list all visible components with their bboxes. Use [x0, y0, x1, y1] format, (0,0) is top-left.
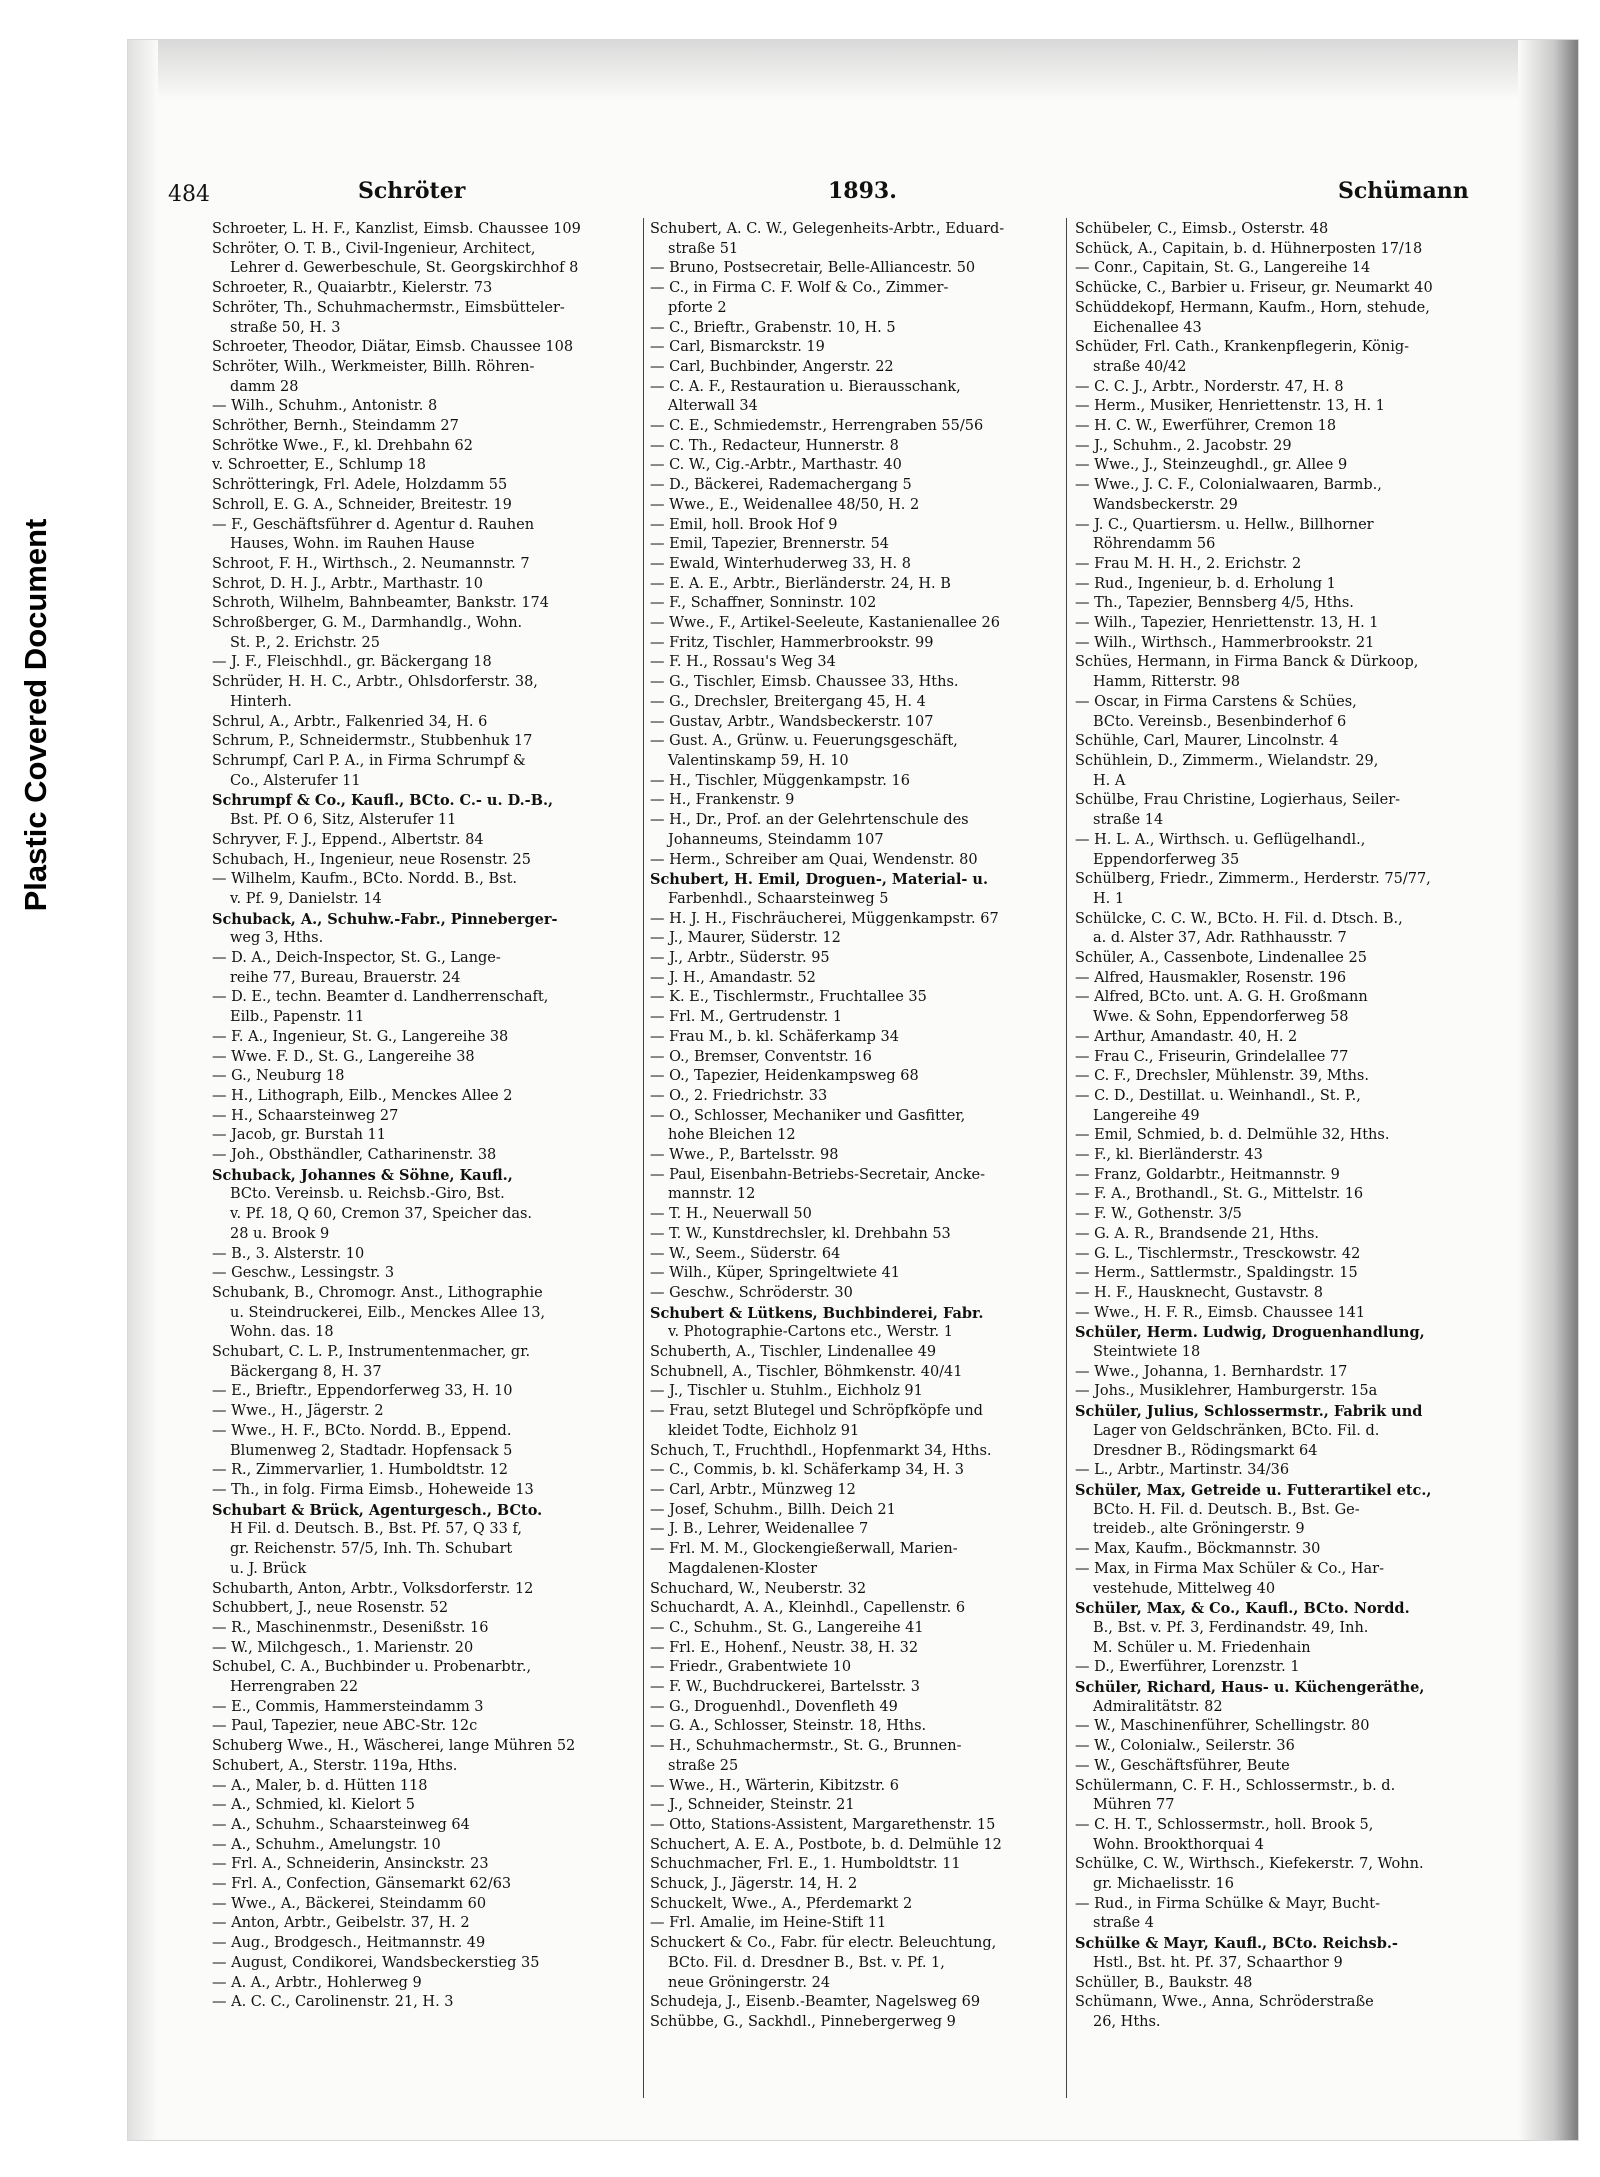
- directory-entry-line: v. Photographie-Cartons etc., Werstr. 1: [668, 1324, 953, 1341]
- directory-entry-line: — J., Tischler u. Stuhlm., Eichholz 91: [650, 1383, 923, 1400]
- directory-entry-line: — Gust. A., Grünw. u. Feuerungsgeschäft,: [650, 733, 958, 750]
- directory-entry-line: u. J. Brück: [230, 1560, 307, 1577]
- directory-column-2: [650, 220, 1082, 2033]
- directory-entry-line: Wwe. & Sohn, Eppendorferweg 58: [1093, 1009, 1349, 1026]
- directory-entry-line: treideb., alte Gröningerstr. 9: [1093, 1521, 1305, 1538]
- directory-entry-line: — H. F., Hausknecht, Gustavstr. 8: [1075, 1284, 1323, 1301]
- directory-entry-line: — Jacob, gr. Burstah 11: [212, 1127, 386, 1144]
- directory-entry-line: Lager von Geldschränken, BCto. Fil. d.: [1093, 1422, 1380, 1439]
- directory-entry-line: — H., Dr., Prof. an der Gelehrtenschule des: [650, 812, 969, 829]
- directory-entry-line: Schubert, H. Emil, Droguen-, Material- u.: [650, 871, 989, 889]
- directory-entry-line: Schrumpf & Co., Kaufl., BCto. C.- u. D.-B.,: [212, 792, 554, 810]
- directory-entry-line: — K. E., Tischlermstr., Fruchtallee 35: [650, 989, 927, 1006]
- directory-entry-line: Schuckert & Co., Fabr. für electr. Beleuchtung,: [650, 1935, 997, 1952]
- directory-entry-line: Schuchard, W., Neuberstr. 32: [650, 1580, 867, 1597]
- directory-entry-line: Schrum, P., Schneidermstr., Stubbenhuk 17: [212, 733, 533, 750]
- directory-entry-line: — Wwe., H., Jägerstr. 2: [212, 1403, 384, 1420]
- directory-entry-line: Hstl., Bst. ht. Pf. 37, Schaarthor 9: [1093, 1954, 1343, 1971]
- directory-entry-line: — Wwe., H., Wärterin, Kibitzstr. 6: [650, 1777, 899, 1794]
- directory-entry-line: — Frau C., Friseurin, Grindelallee 77: [1075, 1048, 1349, 1065]
- directory-entry-line: straße 4: [1093, 1915, 1154, 1932]
- directory-entry-line: H Fil. d. Deutsch. B., Bst. Pf. 57, Q 33 f,: [230, 1521, 522, 1538]
- directory-entry-line: Steintwiete 18: [1093, 1344, 1201, 1361]
- directory-entry-line: — J., Schneider, Steinstr. 21: [650, 1797, 855, 1814]
- directory-entry-line: — Wilh., Küper, Springeltwiete 41: [650, 1265, 901, 1282]
- directory-entry-line: Schuch, T., Fruchthdl., Hopfenmarkt 34, Hths.: [650, 1442, 992, 1459]
- directory-entry-line: — Conr., Capitain, St. G., Langereihe 14: [1075, 260, 1371, 277]
- directory-entry-line: Schudeja, J., Eisenb.-Beamter, Nagelsweg 69: [650, 1994, 981, 2011]
- directory-entry-line: — C. C. J., Arbtr., Norderstr. 47, H. 8: [1075, 378, 1344, 395]
- directory-entry-line: — Wwe., J. C. F., Colonialwaaren, Barmb.,: [1075, 477, 1382, 494]
- directory-entry-line: — Wilhelm, Kaufm., BCto. Nordd. B., Bst.: [212, 871, 518, 888]
- directory-entry-line: Wohn. Brookthorquai 4: [1093, 1836, 1264, 1853]
- directory-entry-line: Schuchert, A. E. A., Postbote, b. d. Delmühle 12: [650, 1836, 1002, 1853]
- directory-entry-line: Schrot, D. H. J., Arbtr., Marthastr. 10: [212, 575, 483, 592]
- directory-entry-line: vestehude, Mittelweg 40: [1093, 1580, 1276, 1597]
- directory-entry-line: — A., Schmied, kl. Kielort 5: [212, 1797, 415, 1814]
- left-catchword: Schröter: [358, 178, 466, 204]
- directory-entry-line: — C. A. F., Restauration u. Bierausschank,: [650, 378, 961, 395]
- directory-entry-line: Schroßberger, G. M., Darmhandlg., Wohn.: [212, 615, 523, 632]
- directory-entry-line: Co., Alsterufer 11: [230, 772, 361, 789]
- directory-entry-line: — W., Seem., Süderstr. 64: [650, 1245, 841, 1262]
- directory-entry-line: v. Schroetter, E., Schlump 18: [212, 457, 426, 474]
- directory-entry-line: — F. A., Brothandl., St. G., Mittelstr. 16: [1075, 1186, 1364, 1203]
- directory-entry-line: — Frl. Amalie, im Heine-Stift 11: [650, 1915, 887, 1932]
- directory-entry-line: — B., 3. Alsterstr. 10: [212, 1245, 365, 1262]
- directory-entry-line: — J. H., Amandastr. 52: [650, 969, 816, 986]
- directory-entry-line: neue Gröningerstr. 24: [668, 1974, 831, 1991]
- directory-entry-line: straße 25: [668, 1757, 739, 1774]
- directory-entry-line: BCto. Vereinsb. u. Reichsb.-Giro, Bst.: [230, 1186, 505, 1203]
- directory-entry-line: mannstr. 12: [668, 1186, 756, 1203]
- directory-entry-line: — Frau M., b. kl. Schäferkamp 34: [650, 1028, 899, 1045]
- directory-entry-line: — Th., Tapezier, Bennsberg 4/5, Hths.: [1075, 595, 1354, 612]
- directory-entry-line: — G., Drechsler, Breitergang 45, H. 4: [650, 693, 926, 710]
- directory-entry-line: Schück, A., Capitain, b. d. Hühnerposten 17/18: [1075, 240, 1423, 257]
- directory-entry-line: — C. D., Destillat. u. Weinhandl., St. P.,: [1075, 1087, 1361, 1104]
- directory-entry-line: Schubank, B., Chromogr. Anst., Lithographie: [212, 1284, 543, 1301]
- directory-entry-line: — J., Arbtr., Süderstr. 95: [650, 950, 830, 967]
- directory-entry-line: Wandsbeckerstr. 29: [1093, 496, 1238, 513]
- directory-entry-line: — W., Maschinenführer, Schellingstr. 80: [1075, 1718, 1370, 1735]
- directory-entry-line: — Johs., Musiklehrer, Hamburgerstr. 15a: [1075, 1383, 1378, 1400]
- directory-entry-line: — C., Brieftr., Grabenstr. 10, H. 5: [650, 319, 896, 336]
- directory-entry-line: — A., Maler, b. d. Hütten 118: [212, 1777, 428, 1794]
- directory-entry-line: — Wwe., F., Artikel-Seeleute, Kastanienallee 26: [650, 615, 1000, 632]
- plastic-covered-label: [18, 415, 68, 1015]
- directory-entry-line: Schülke & Mayr, Kaufl., BCto. Reichsb.-: [1075, 1935, 1398, 1953]
- directory-entry-line: Schubarth, Anton, Arbtr., Volksdorferstr. 12: [212, 1580, 534, 1597]
- directory-entry-line: — D., Ewerführer, Lorenzstr. 1: [1075, 1659, 1300, 1676]
- directory-entry-line: Schuberth, A., Tischler, Lindenallee 49: [650, 1344, 937, 1361]
- directory-entry-line: — Alfred, BCto. unt. A. G. H. Großmann: [1075, 989, 1368, 1006]
- directory-entry-line: BCto. Fil. d. Dresdner B., Bst. v. Pf. 1,: [668, 1954, 945, 1971]
- directory-entry-line: Schüler, Herm. Ludwig, Droguenhandlung,: [1075, 1324, 1425, 1342]
- directory-entry-line: — O., 2. Friedrichstr. 33: [650, 1087, 828, 1104]
- directory-entry-line: — Frau, setzt Blutegel und Schröpfköpfe und: [650, 1403, 983, 1420]
- directory-entry-line: — Wilh., Schuhm., Antonistr. 8: [212, 398, 438, 415]
- directory-entry-line: Schüler, Max, Getreide u. Futterartikel etc.,: [1075, 1482, 1432, 1499]
- directory-entry-line: Schröther, Bernh., Steindamm 27: [212, 418, 459, 435]
- directory-entry-line: — Th., in folg. Firma Eimsb., Hoheweide 13: [212, 1482, 534, 1498]
- directory-entry-line: — H., Schuhmachermstr., St. G., Brunnen-: [650, 1738, 962, 1755]
- directory-entry-line: Schües, Hermann, in Firma Banck & Dürkoop,: [1075, 654, 1419, 671]
- directory-entry-line: — F., kl. Bierländerstr. 43: [1075, 1147, 1263, 1164]
- directory-entry-line: Bst. Pf. O 6, Sitz, Alsterufer 11: [230, 812, 457, 829]
- directory-entry-line: — C., Commis, b. kl. Schäferkamp 34, H. 3: [650, 1462, 965, 1479]
- directory-entry-line: — E. A. E., Arbtr., Bierländerstr. 24, H. B: [650, 575, 951, 592]
- directory-entry-line: — H., Frankenstr. 9: [650, 792, 795, 809]
- directory-entry-line: — E., Commis, Hammersteindamm 3: [212, 1698, 484, 1715]
- directory-entry-line: Schühlein, D., Zimmerm., Wielandstr. 29,: [1075, 752, 1379, 769]
- directory-entry-line: Bäckergang 8, H. 37: [230, 1363, 382, 1380]
- directory-entry-line: Hinterh.: [230, 693, 292, 710]
- directory-entry-line: Schücke, C., Barbier u. Friseur, gr. Neumarkt 40: [1075, 280, 1433, 297]
- directory-entry-line: Admiralitätstr. 82: [1093, 1698, 1223, 1715]
- directory-entry-line: — H., Schaarsteinweg 27: [212, 1107, 399, 1124]
- directory-entry-line: 26, Hths.: [1093, 2013, 1161, 2030]
- directory-entry-line: — F., Geschäftsführer d. Agentur d. Rauhen: [212, 516, 535, 533]
- directory-entry-line: — D., Bäckerei, Rademachergang 5: [650, 477, 912, 494]
- directory-entry-line: — Frl. M., Gertrudenstr. 1: [650, 1009, 843, 1026]
- directory-entry-line: — Ewald, Winterhuderweg 33, H. 8: [650, 555, 911, 572]
- directory-entry-line: — A. C. C., Carolinenstr. 21, H. 3: [212, 1994, 454, 2011]
- directory-entry-line: — C. H. T., Schlossermstr., holl. Brook 5,: [1075, 1816, 1374, 1833]
- directory-entry-line: — Emil, Tapezier, Brennerstr. 54: [650, 536, 890, 553]
- directory-entry-line: — Carl, Buchbinder, Angerstr. 22: [650, 358, 894, 375]
- page-shadow-left: [128, 40, 158, 2140]
- directory-entry-line: Schuback, A., Schuhw.-Fabr., Pinneberger-: [212, 910, 558, 928]
- directory-entry-line: — G., Tischler, Eimsb. Chaussee 33, Hths.: [650, 674, 959, 691]
- directory-entry-line: — Wwe., A., Bäckerei, Steindamm 60: [212, 1895, 487, 1912]
- directory-entry-line: Schubnell, A., Tischler, Böhmkenstr. 40/41: [650, 1363, 963, 1380]
- directory-entry-line: — R., Maschinenmstr., Desenißstr. 16: [212, 1619, 489, 1636]
- directory-entry-line: 28 u. Brook 9: [230, 1225, 330, 1242]
- directory-entry-line: Schroeter, L. H. F., Kanzlist, Eimsb. Chaussee 109: [212, 221, 581, 237]
- directory-entry-line: Schubert, A. C. W., Gelegenheits-Arbtr., Eduard-: [650, 221, 1005, 237]
- directory-entry-line: — F. W., Gothenstr. 3/5: [1075, 1206, 1242, 1223]
- directory-entry-line: — A., Schuhm., Amelungstr. 10: [212, 1836, 441, 1853]
- directory-entry-line: Schroeter, Theodor, Diätar, Eimsb. Chaussee 108: [212, 339, 574, 356]
- directory-entry-line: Johanneums, Steindamm 107: [668, 831, 884, 848]
- directory-entry-line: — C., Schuhm., St. G., Langereihe 41: [650, 1619, 924, 1636]
- year-heading: 1893.: [828, 178, 897, 204]
- directory-entry-line: — Wwe., Johanna, 1. Bernhardstr. 17: [1075, 1363, 1348, 1380]
- directory-entry-line: St. P., 2. Erichstr. 25: [230, 634, 380, 651]
- directory-entry-line: — Rud., in Firma Schülke & Mayr, Bucht-: [1075, 1895, 1380, 1912]
- directory-entry-line: — H. C. W., Ewerführer, Cremon 18: [1075, 418, 1337, 435]
- directory-entry-line: Schubert, A., Sterstr. 119a, Hths.: [212, 1757, 458, 1774]
- directory-entry-line: — Josef, Schuhm., Billh. Deich 21: [650, 1501, 896, 1518]
- directory-entry-line: — Frau M. H. H., 2. Erichstr. 2: [1075, 555, 1302, 572]
- directory-entry-line: B., Bst. v. Pf. 3, Ferdinandstr. 49, Inh.: [1093, 1619, 1369, 1636]
- directory-entry-line: Mühren 77: [1093, 1797, 1175, 1814]
- directory-entry-line: — August, Condikorei, Wandsbeckerstieg 35: [212, 1954, 540, 1971]
- page-header: [168, 178, 1528, 214]
- directory-entry-line: — Aug., Brodgesch., Heitmannstr. 49: [212, 1935, 486, 1952]
- directory-entry-line: — F. H., Rossau's Weg 34: [650, 654, 836, 671]
- directory-entry-line: H. A: [1093, 772, 1126, 789]
- directory-entry-line: v. Pf. 18, Q 60, Cremon 37, Speicher das.: [230, 1206, 533, 1223]
- directory-entry-line: Magdalenen-Kloster: [668, 1560, 818, 1577]
- directory-entry-line: — H., Lithograph, Eilb., Menckes Allee 2: [212, 1087, 513, 1104]
- directory-entry-line: — R., Zimmervarlier, 1. Humboldtstr. 12: [212, 1462, 508, 1479]
- directory-entry-line: — Anton, Arbtr., Geibelstr. 37, H. 2: [212, 1915, 470, 1932]
- directory-entry-line: Schüller, B., Baukstr. 48: [1075, 1974, 1253, 1991]
- directory-entry-line: — Wwe., J., Steinzeughdl., gr. Allee 9: [1075, 457, 1348, 474]
- directory-entry-line: — O., Bremser, Conventstr. 16: [650, 1048, 872, 1065]
- directory-entry-line: Schryver, F. J., Eppend., Albertstr. 84: [212, 831, 484, 848]
- directory-entry-line: Farbenhdl., Schaarsteinweg 5: [668, 890, 889, 907]
- directory-entry-line: — J. F., Fleischhdl., gr. Bäckergang 18: [212, 654, 492, 671]
- directory-entry-line: Schrumpf, Carl P. A., in Firma Schrumpf &: [212, 752, 526, 769]
- directory-entry-line: — F. W., Buchdruckerei, Bartelsstr. 3: [650, 1679, 920, 1696]
- directory-entry-line: Eilb., Papenstr. 11: [230, 1009, 365, 1026]
- directory-entry-line: — Gustav, Arbtr., Wandsbeckerstr. 107: [650, 713, 934, 730]
- directory-entry-line: — L., Arbtr., Martinstr. 34/36: [1075, 1462, 1290, 1479]
- directory-entry-line: u. Steindruckerei, Eilb., Menckes Allee 13,: [230, 1304, 546, 1321]
- directory-entry-line: Alterwall 34: [668, 398, 758, 415]
- directory-entry-line: — F., Schaffner, Sonninstr. 102: [650, 595, 877, 612]
- directory-entry-line: Hauses, Wohn. im Rauhen Hause: [230, 536, 475, 553]
- directory-entry-line: pforte 2: [668, 299, 727, 316]
- directory-entry-line: — W., Milchgesch., 1. Marienstr. 20: [212, 1639, 474, 1656]
- directory-entry-line: H. 1: [1093, 890, 1125, 907]
- directory-entry-line: Schrötke Wwe., F., kl. Drehbahn 62: [212, 437, 473, 454]
- directory-entry-line: Schülberg, Friedr., Zimmerm., Herderstr. 75/77,: [1075, 871, 1431, 888]
- directory-column-3: [1075, 220, 1507, 2033]
- directory-entry-line: Hamm, Ritterstr. 98: [1093, 674, 1241, 691]
- directory-entry-line: Schuchardt, A. A., Kleinhdl., Capellenstr. 6: [650, 1600, 966, 1617]
- directory-entry-line: — Wwe. F. D., St. G., Langereihe 38: [212, 1048, 475, 1065]
- directory-entry-line: Schüler, Julius, Schlossermstr., Fabrik und: [1075, 1403, 1423, 1421]
- directory-entry-line: — W., Geschäftsführer, Beute: [1075, 1757, 1290, 1774]
- directory-entry-line: Schuberg Wwe., H., Wäscherei, lange Mühren 52: [212, 1738, 576, 1755]
- directory-entry-line: a. d. Alster 37, Adr. Rathhausstr. 7: [1093, 930, 1347, 947]
- directory-entry-line: — G. L., Tischlermstr., Tresckowstr. 42: [1075, 1245, 1361, 1262]
- directory-entry-line: Schülermann, C. F. H., Schlossermstr., b. d.: [1075, 1777, 1396, 1794]
- directory-entry-line: Schülcke, C. C. W., BCto. H. Fil. d. Dtsch. B.,: [1075, 910, 1403, 927]
- directory-entry-line: Dresdner B., Rödingsmarkt 64: [1093, 1442, 1318, 1459]
- directory-entry-line: Schrötteringk, Frl. Adele, Holzdamm 55: [212, 477, 508, 494]
- directory-entry-line: — T. H., Neuerwall 50: [650, 1206, 812, 1223]
- page-shadow-top: [128, 40, 1578, 100]
- directory-entry-line: reihe 77, Bureau, Brauerstr. 24: [230, 969, 461, 986]
- directory-entry-line: — Otto, Stations-Assistent, Margarethenstr. 15: [650, 1816, 996, 1833]
- directory-entry-line: — Frl. E., Hohenf., Neustr. 38, H. 32: [650, 1639, 919, 1656]
- directory-entry-line: — Arthur, Amandastr. 40, H. 2: [1075, 1028, 1298, 1045]
- directory-entry-line: Schubel, C. A., Buchbinder u. Probenarbtr.,: [212, 1659, 532, 1676]
- directory-entry-line: — Max, in Firma Max Schüler & Co., Har-: [1075, 1560, 1385, 1577]
- right-catchword: Schümann: [1338, 178, 1469, 204]
- directory-entry-line: — E., Brieftr., Eppendorferweg 33, H. 10: [212, 1383, 513, 1400]
- directory-entry-line: Schröter, O. T. B., Civil-Ingenieur, Architect,: [212, 240, 536, 257]
- directory-entry-line: — G. A., Schlosser, Steinstr. 18, Hths.: [650, 1718, 927, 1735]
- directory-entry-line: — C. E., Schmiedemstr., Herrengraben 55/56: [650, 418, 984, 435]
- directory-entry-line: — O., Schlosser, Mechaniker und Gasfitter,: [650, 1107, 966, 1124]
- directory-entry-line: Schroll, E. G. A., Schneider, Breitestr. 19: [212, 496, 512, 513]
- directory-entry-line: straße 51: [668, 240, 739, 257]
- directory-entry-line: — Wwe., P., Bartelsstr. 98: [650, 1147, 839, 1164]
- directory-entry-line: gr. Reichenstr. 57/5, Inh. Th. Schubart: [230, 1541, 513, 1558]
- directory-entry-line: Schubach, H., Ingenieur, neue Rosenstr. 25: [212, 851, 531, 868]
- directory-entry-line: — Paul, Tapezier, neue ABC-Str. 12c: [212, 1718, 478, 1735]
- directory-entry-line: — Emil, Schmied, b. d. Delmühle 32, Hths.: [1075, 1127, 1390, 1144]
- directory-entry-line: — Max, Kaufm., Böckmannstr. 30: [1075, 1541, 1321, 1558]
- directory-entry-line: — J., Maurer, Süderstr. 12: [650, 930, 841, 947]
- directory-entry-line: — Herm., Musiker, Henriettenstr. 13, H. 1: [1075, 398, 1385, 415]
- directory-entry-line: Schroeter, R., Quaiarbtr., Kielerstr. 73: [212, 280, 493, 297]
- directory-entry-line: Schülke, C. W., Wirthsch., Kiefekerstr. 7, Wohn.: [1075, 1856, 1424, 1873]
- directory-entry-line: — Alfred, Hausmakler, Rosenstr. 196: [1075, 969, 1347, 986]
- directory-entry-line: Valentinskamp 59, H. 10: [668, 752, 849, 769]
- directory-entry-line: straße 40/42: [1093, 358, 1187, 375]
- directory-entry-line: Schülbe, Frau Christine, Logierhaus, Seiler-: [1075, 792, 1401, 809]
- directory-entry-line: BCto. H. Fil. d. Deutsch. B., Bst. Ge-: [1093, 1501, 1360, 1518]
- plastic-covered-text: Plastic Covered Document: [18, 518, 53, 912]
- directory-entry-line: — Wwe., E., Weidenallee 48/50, H. 2: [650, 496, 920, 513]
- directory-entry-line: — Frl. A., Schneiderin, Ansinckstr. 23: [212, 1856, 489, 1873]
- directory-entry-line: — W., Colonialw., Seilerstr. 36: [1075, 1738, 1295, 1755]
- directory-entry-line: v. Pf. 9, Danielstr. 14: [230, 890, 382, 907]
- directory-entry-line: Schroth, Wilhelm, Bahnbeamter, Bankstr. 174: [212, 595, 550, 612]
- directory-entry-line: — H. L. A., Wirthsch. u. Geflügelhandl.,: [1075, 831, 1366, 848]
- directory-entry-line: Schüler, Max, & Co., Kaufl., BCto. Nordd.: [1075, 1600, 1410, 1618]
- directory-entry-line: Schuback, Johannes & Söhne, Kaufl.,: [212, 1166, 513, 1184]
- directory-entry-line: — D. A., Deich-Inspector, St. G., Lange-: [212, 950, 501, 967]
- directory-entry-line: — C. W., Cig.-Arbtr., Marthastr. 40: [650, 457, 902, 474]
- directory-entry-line: M. Schüler u. M. Friedenhain: [1093, 1639, 1311, 1656]
- side-panel: [0, 0, 120, 2177]
- directory-entry-line: — Herm., Schreiber am Quai, Wendenstr. 80: [650, 851, 978, 868]
- directory-entry-line: — Carl, Bismarckstr. 19: [650, 339, 825, 356]
- directory-entry-line: — Geschw., Lessingstr. 3: [212, 1265, 395, 1282]
- directory-entry-line: — G., Neuburg 18: [212, 1068, 345, 1085]
- directory-entry-line: Schubart & Brück, Agenturgesch., BCto.: [212, 1501, 543, 1519]
- directory-entry-line: Schuchmacher, Frl. E., 1. Humboldtstr. 11: [650, 1856, 961, 1873]
- directory-entry-line: weg 3, Hths.: [230, 930, 324, 947]
- directory-entry-line: Langereihe 49: [1093, 1107, 1200, 1124]
- directory-entry-line: Schuckelt, Wwe., A., Pferdemarkt 2: [650, 1895, 913, 1912]
- page-number: 484: [168, 182, 210, 207]
- directory-entry-line: — Wwe., H. F., BCto. Nordd. B., Eppend.: [212, 1422, 512, 1439]
- directory-entry-line: Eppendorferweg 35: [1093, 851, 1240, 868]
- directory-entry-line: Schübeler, C., Eimsb., Osterstr. 48: [1075, 221, 1329, 237]
- directory-entry-line: Schröter, Wilh., Werkmeister, Billh. Röhren-: [212, 358, 535, 375]
- page-binding-shadow: [1518, 40, 1578, 2140]
- directory-entry-line: — G., Droguenhdl., Dovenfleth 49: [650, 1698, 898, 1715]
- directory-entry-line: — Wilh., Tapezier, Henriettenstr. 13, H. 1: [1075, 615, 1379, 632]
- directory-entry-line: — A., Schuhm., Schaarsteinweg 64: [212, 1816, 470, 1833]
- directory-entry-line: — H., Tischler, Müggenkampstr. 16: [650, 772, 910, 789]
- directory-entry-line: Schrul, A., Arbtr., Falkenried 34, H. 6: [212, 713, 488, 730]
- directory-entry-line: — J. C., Quartiersm. u. Hellw., Billhorner: [1075, 516, 1374, 533]
- directory-entry-line: — J., Schuhm., 2. Jacobstr. 29: [1075, 437, 1292, 454]
- directory-entry-line: Schüler, A., Cassenbote, Lindenallee 25: [1075, 950, 1367, 967]
- directory-entry-line: Wohn. das. 18: [230, 1324, 334, 1341]
- directory-entry-line: — Bruno, Postsecretair, Belle-Alliancestr. 50: [650, 260, 976, 277]
- directory-entry-line: — Carl, Arbtr., Münzweg 12: [650, 1482, 856, 1498]
- directory-entry-line: straße 50, H. 3: [230, 319, 341, 336]
- directory-entry-line: Schroot, F. H., Wirthsch., 2. Neumannstr. 7: [212, 555, 530, 572]
- directory-entry-line: — Frl. M. M., Glockengießerwall, Marien-: [650, 1541, 958, 1558]
- directory-entry-line: — C. F., Drechsler, Mühlenstr. 39, Mths.: [1075, 1068, 1369, 1085]
- directory-entry-line: Blumenweg 2, Stadtadr. Hopfensack 5: [230, 1442, 513, 1459]
- directory-entry-line: Schrüder, H. H. C., Arbtr., Ohlsdorferstr. 38,: [212, 674, 538, 691]
- directory-entry-line: — Oscar, in Firma Carstens & Schües,: [1075, 693, 1357, 710]
- directory-entry-line: Schübbe, G., Sackhdl., Pinnebergerweg 9: [650, 2013, 956, 2030]
- directory-entry-line: — Emil, holl. Brook Hof 9: [650, 516, 838, 533]
- directory-entry-line: — Paul, Eisenbahn-Betriebs-Secretair, Ancke-: [650, 1166, 985, 1183]
- directory-entry-line: — Friedr., Grabentwiete 10: [650, 1659, 852, 1676]
- directory-entry-line: — Joh., Obsthändler, Catharinenstr. 38: [212, 1147, 497, 1164]
- directory-entry-line: Schuck, J., Jägerstr. 14, H. 2: [650, 1876, 858, 1893]
- directory-entry-line: — O., Tapezier, Heidenkampsweg 68: [650, 1068, 919, 1085]
- directory-entry-line: Schubert & Lütkens, Buchbinderei, Fabr.: [650, 1304, 984, 1322]
- directory-entry-line: straße 14: [1093, 812, 1164, 829]
- directory-entry-line: — A. A., Arbtr., Hohlerweg 9: [212, 1974, 422, 1991]
- directory-entry-line: hohe Bleichen 12: [668, 1127, 796, 1144]
- directory-entry-line: Schühle, Carl, Maurer, Lincolnstr. 4: [1075, 733, 1339, 750]
- directory-entry-line: Schubbert, J., neue Rosenstr. 52: [212, 1600, 449, 1617]
- directory-entry-line: — T. W., Kunstdrechsler, kl. Drehbahn 53: [650, 1225, 951, 1242]
- directory-entry-line: Schümann, Wwe., Anna, Schröderstraße: [1075, 1994, 1374, 2011]
- directory-entry-line: Eichenallee 43: [1093, 319, 1202, 336]
- directory-entry-line: — C., in Firma C. F. Wolf & Co., Zimmer-: [650, 280, 949, 297]
- directory-entry-line: — D. E., techn. Beamter d. Landherrenschaft,: [212, 989, 549, 1006]
- directory-entry-line: — G. A. R., Brandsende 21, Hths.: [1075, 1225, 1320, 1242]
- directory-entry-line: — J. B., Lehrer, Weidenallee 7: [650, 1521, 869, 1538]
- directory-column-1: [212, 220, 644, 2013]
- directory-entry-line: Röhrendamm 56: [1093, 536, 1216, 553]
- directory-entry-line: gr. Michaelisstr. 16: [1093, 1876, 1234, 1893]
- directory-entry-line: — F. A., Ingenieur, St. G., Langereihe 38: [212, 1028, 509, 1045]
- directory-entry-line: — Geschw., Schröderstr. 30: [650, 1284, 853, 1301]
- directory-entry-line: kleidet Todte, Eichholz 91: [668, 1422, 860, 1439]
- directory-entry-line: Schüddekopf, Hermann, Kaufm., Horn, stehude,: [1075, 299, 1430, 316]
- directory-entry-line: — H. J. H., Fischräucherei, Müggenkampstr. 67: [650, 910, 999, 927]
- directory-entry-line: damm 28: [230, 378, 299, 395]
- directory-entry-line: Lehrer d. Gewerbeschule, St. Georgskirchhof 8: [230, 260, 579, 277]
- directory-entry-line: Herrengraben 22: [230, 1679, 359, 1696]
- directory-entry-line: — Franz, Goldarbtr., Heitmannstr. 9: [1075, 1166, 1340, 1183]
- directory-entry-line: Schröter, Th., Schuhmachermstr., Eimsbütteler-: [212, 299, 565, 316]
- directory-entry-line: Schüler, Richard, Haus- u. Küchengeräthe,: [1075, 1679, 1425, 1697]
- directory-entry-line: BCto. Vereinsb., Besenbinderhof 6: [1093, 713, 1347, 730]
- directory-entry-line: Schubart, C. L. P., Instrumentenmacher, gr.: [212, 1344, 531, 1361]
- directory-entry-line: — Rud., Ingenieur, b. d. Erholung 1: [1075, 575, 1336, 592]
- directory-entry-line: — Fritz, Tischler, Hammerbrookstr. 99: [650, 634, 934, 651]
- directory-entry-line: — Herm., Sattlermstr., Spaldingstr. 15: [1075, 1265, 1358, 1282]
- directory-entry-line: Schüder, Frl. Cath., Krankenpflegerin, König-: [1075, 339, 1410, 356]
- directory-entry-line: — Wilh., Wirthsch., Hammerbrookstr. 21: [1075, 634, 1375, 651]
- directory-entry-line: — C. Th., Redacteur, Hunnerstr. 8: [650, 437, 899, 454]
- directory-entry-line: — Frl. A., Confection, Gänsemarkt 62/63: [212, 1876, 512, 1893]
- directory-entry-line: — Wwe., H. F. R., Eimsb. Chaussee 141: [1075, 1304, 1366, 1321]
